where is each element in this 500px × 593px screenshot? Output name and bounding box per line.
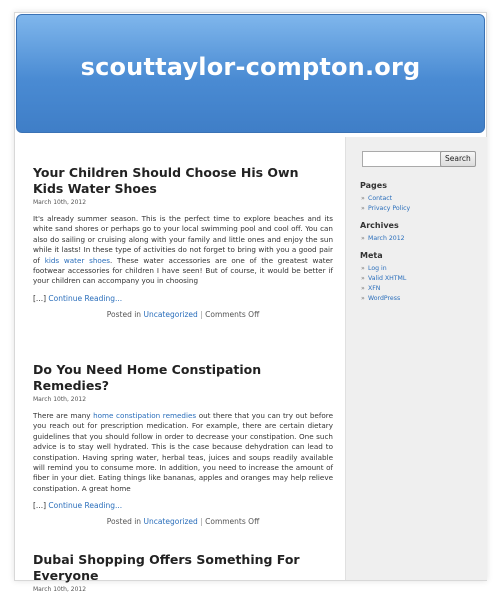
widget-title: Pages bbox=[360, 181, 387, 190]
post-meta bbox=[33, 310, 333, 319]
post-text: It's already summer season. This is the perfect time to explore beaches and its white sand shores or perhaps go to your local swimming pool and cool off. You can also do sailing or cruising along with your family and little ones and enjoy the sun while it lasts! In these type of activities do not forget to bring with you a good pair of bbox=[33, 214, 333, 265]
post-date: March 10th, 2012 bbox=[33, 199, 87, 206]
continue-reading-link[interactable]: Continue Reading... bbox=[48, 501, 123, 511]
main-content bbox=[15, 137, 345, 593]
pages-widget bbox=[360, 181, 410, 214]
post-meta bbox=[33, 517, 333, 526]
sidebar-item-wordpress[interactable] bbox=[360, 294, 406, 304]
sidebar-item-label: WordPress bbox=[368, 295, 401, 302]
post-title-link[interactable]: Your Children Should Choose His Own Kids Water Shoes bbox=[33, 165, 299, 196]
blog-page bbox=[14, 12, 487, 593]
sidebar-item-privacy-policy[interactable] bbox=[360, 204, 410, 214]
read-more-ellipsis: [...] bbox=[33, 501, 47, 511]
continue-reading-link[interactable]: Continue Reading... bbox=[48, 293, 123, 303]
sidebar-item-label: Valid XHTML bbox=[368, 275, 407, 282]
post-date: March 10th, 2012 bbox=[33, 396, 87, 403]
sidebar-item-log-in[interactable] bbox=[360, 264, 406, 274]
bullet-icon: » bbox=[361, 265, 365, 272]
bullet-icon: » bbox=[361, 205, 365, 212]
comments-status: Comments Off bbox=[205, 517, 260, 527]
sidebar-item-contact[interactable] bbox=[360, 194, 410, 204]
post-inline-link[interactable]: kids water shoes bbox=[44, 255, 110, 265]
read-more bbox=[33, 501, 333, 510]
sidebar-item-valid-xhtml[interactable] bbox=[360, 274, 406, 284]
site-title-link[interactable]: scouttaylor-compton.org bbox=[80, 53, 421, 81]
post-title-link[interactable]: Dubai Shopping Offers Something For Everyone bbox=[33, 552, 300, 583]
meta-widget bbox=[360, 251, 406, 304]
post bbox=[33, 362, 333, 526]
sidebar-item-label: Log in bbox=[368, 265, 387, 272]
post-text: There are many bbox=[33, 411, 94, 420]
post bbox=[33, 165, 333, 319]
sidebar-item-label: Privacy Policy bbox=[368, 205, 411, 212]
sidebar-item-label: March 2012 bbox=[368, 235, 405, 242]
sidebar-item-march-2012[interactable] bbox=[360, 234, 405, 244]
category-link[interactable]: Uncategorized bbox=[143, 309, 198, 319]
sidebar bbox=[345, 137, 487, 580]
bullet-icon: » bbox=[361, 275, 365, 282]
archives-widget bbox=[360, 221, 405, 244]
bullet-icon: » bbox=[361, 285, 365, 292]
comments-status: Comments Off bbox=[205, 309, 260, 319]
category-link[interactable]: Uncategorized bbox=[143, 517, 198, 527]
read-more-ellipsis: [...] bbox=[33, 293, 47, 303]
sidebar-item-xfn[interactable] bbox=[360, 284, 406, 294]
post-text: out there that you can try out before you reach out for prescription medication. For example, there are certain dietary guidelines that you should follow in order to decrease your constipation. One such advice is to stay well hydrated. This is the case because dehydration can lead to constipation. Having spring water, herbal teas, juices and soups readily available will remind you to consume more. In addition, you need to increase the amount of fiber in your diet. Eating things like bananas, apples and oranges may help relieve constipation. A great home bbox=[33, 411, 334, 493]
meta-separator: | bbox=[200, 517, 203, 527]
search-button[interactable]: Search bbox=[440, 151, 476, 167]
bullet-icon: » bbox=[361, 195, 365, 202]
widget-title: Meta bbox=[360, 251, 383, 260]
posted-in-label: Posted in bbox=[106, 309, 142, 319]
post-excerpt bbox=[33, 214, 333, 287]
bullet-icon: » bbox=[361, 295, 365, 302]
bullet-icon: » bbox=[361, 235, 365, 242]
widget-title: Archives bbox=[360, 221, 399, 230]
sidebar-item-label: XFN bbox=[368, 285, 381, 292]
sidebar-item-label: Contact bbox=[368, 195, 393, 202]
post-excerpt bbox=[33, 411, 333, 494]
meta-separator: | bbox=[200, 309, 203, 319]
post-text: . These water accessories are one of the greatest water footwear accessories for children I have seen! But of course, it would be better if your children can accompany you in choosing bbox=[33, 255, 333, 286]
posted-in-label: Posted in bbox=[106, 517, 142, 527]
post-inline-link[interactable]: home constipation remedies bbox=[93, 411, 197, 420]
search-input[interactable] bbox=[362, 151, 442, 167]
post-title-link[interactable]: Do You Need Home Constipation Remedies? bbox=[33, 362, 262, 393]
site-header bbox=[16, 14, 485, 133]
post bbox=[33, 552, 333, 593]
post-date: March 10th, 2012 bbox=[33, 586, 87, 593]
read-more bbox=[33, 294, 333, 303]
